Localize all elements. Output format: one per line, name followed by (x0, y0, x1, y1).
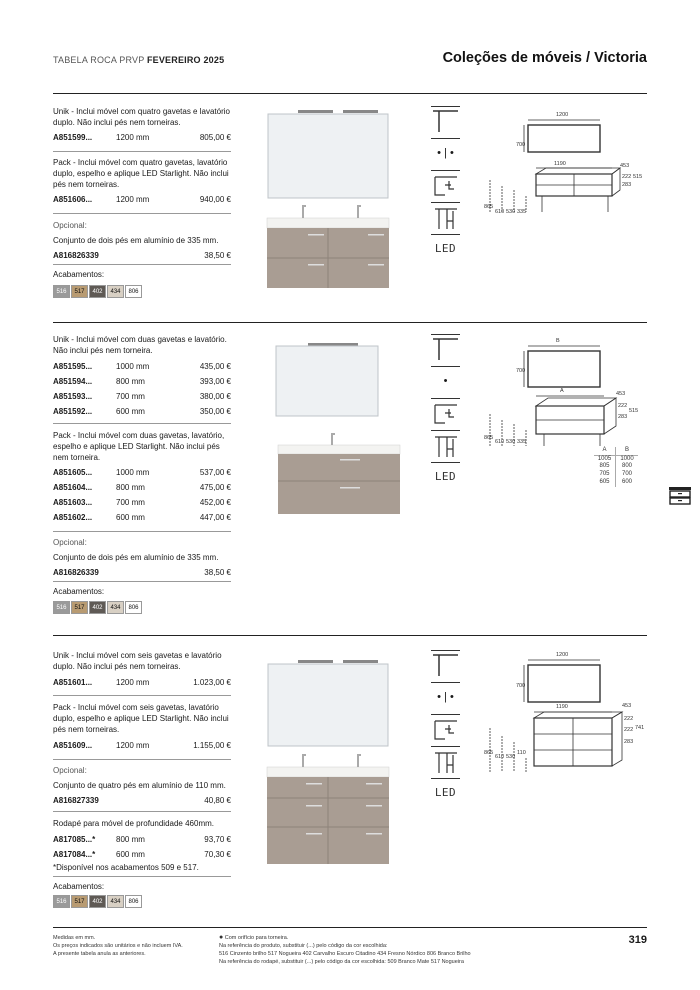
product-size: 1000 mm (116, 362, 150, 371)
cabinet (278, 454, 400, 514)
product-price: 475,00 € (199, 483, 231, 492)
dim-label: 335 (517, 209, 527, 215)
table-header-cell: A (594, 447, 616, 455)
product-size: 800 mm (116, 377, 145, 386)
dim-label: 865 (484, 750, 494, 756)
product-price: 380,00 € (199, 392, 231, 401)
table-cell: 800 (621, 463, 632, 469)
product-code: A851605... (53, 468, 93, 477)
legs-icon (431, 746, 460, 775)
price-row (53, 407, 231, 418)
dim-label: 530 (506, 754, 516, 760)
pack-description: Pack - Inclui móvel com quatro gavetas, lavatório duplo, espelho e aplique LED Starlight. Não inclui pés nem torneiras. (53, 158, 229, 189)
feature-icons (431, 334, 460, 494)
plinth-note: *Disponível nos acabamentos 509 e 517. (53, 863, 199, 872)
wall-hung-icon (431, 106, 460, 135)
product-code: A851592... (53, 407, 93, 416)
price-row (53, 568, 231, 579)
led-light (298, 660, 333, 663)
finish-swatch: 434 (107, 601, 124, 614)
table-cell: 805 (594, 463, 616, 471)
product-photo (268, 338, 408, 523)
price-row (53, 468, 231, 479)
finish-swatch: 806 (125, 601, 142, 614)
finish-swatch: 434 (107, 285, 124, 298)
table-cell: 600 (621, 479, 632, 485)
row-divider (53, 264, 231, 265)
footer-legend-line: Na referência do rodapé, substituir (...) pelo código da cor escolhida: 509 Branco Mate 517 Nogueira (219, 959, 464, 965)
tap-faucet-icon (431, 714, 460, 743)
footer-legend (219, 934, 579, 966)
dim-label: 453 (616, 391, 626, 397)
product-code: A816826339 (53, 568, 99, 577)
price-row (53, 251, 231, 262)
table-row (594, 455, 638, 463)
product-price: 350,00 € (199, 407, 231, 416)
dim-label: 865 (484, 435, 494, 441)
legs-icon (431, 202, 460, 231)
pack-description: Pack - Inclui móvel com seis gavetas, lavatório duplo, espelho e aplique LED Starlight. Não inclui pés nem torneiras. (53, 703, 229, 734)
product-price: 805,00 € (199, 133, 231, 142)
tap-holes-icon: • | • (431, 682, 460, 711)
page-number: 319 (628, 934, 647, 946)
product-code: A851593... (53, 392, 93, 401)
product-price: 537,00 € (199, 468, 231, 477)
product-price: 38,50 € (204, 251, 231, 260)
finish-swatch: 517 (71, 895, 88, 908)
mirror (276, 346, 378, 416)
tap-faucet-icon (431, 398, 460, 427)
finish-swatch: 806 (125, 285, 142, 298)
optional-description: Conjunto de dois pés em alumínio de 335 mm. (53, 553, 219, 562)
row-divider (53, 531, 231, 532)
row-divider (53, 811, 231, 812)
row-divider (53, 876, 231, 877)
washbasin (267, 218, 389, 228)
dim-label: 222 (618, 403, 628, 409)
dim-label: 700 (516, 142, 526, 148)
price-row (53, 678, 231, 689)
finish-swatch: 402 (89, 285, 106, 298)
dim-label: 610 (495, 754, 505, 760)
footer-note: Medidas em mm. (53, 935, 96, 941)
product-size: 600 mm (116, 850, 145, 859)
unik-description: Unik - Inclui móvel com quatro gavetas e lavatório duplo. Não inclui pés nem torneiras. (53, 107, 230, 127)
price-row (53, 796, 231, 807)
dim-label: B (556, 338, 560, 344)
optional-label: Opcional: (53, 538, 87, 547)
dim-label: 865 (484, 204, 494, 210)
mirror (268, 114, 388, 198)
dim-label: 515 (633, 174, 643, 180)
dim-label: 1200 (556, 112, 569, 118)
row-divider (53, 759, 231, 760)
unik-description: Unik - Inclui móvel com seis gavetas e lavatório duplo. Não inclui pés nem torneiras. (53, 651, 222, 671)
footer-legend-line: Na referência do produto, substituir (...) pelo código da cor escolhida: (219, 943, 388, 949)
table-cell: 605 (594, 479, 616, 487)
product-code: A851609... (53, 741, 93, 750)
product-size: 1200 mm (116, 741, 150, 750)
product-size: 1200 mm (116, 133, 150, 142)
drawing-divider (484, 322, 647, 323)
product-price: 435,00 € (199, 362, 231, 371)
optional-label: Opcional: (53, 221, 87, 230)
technical-drawing (484, 650, 644, 775)
dim-label: 110 (517, 750, 526, 756)
technical-drawing (484, 334, 644, 446)
product-size: 700 mm (116, 498, 145, 507)
table-row (594, 463, 638, 471)
washbasin (278, 445, 400, 454)
finish-swatches (53, 285, 142, 298)
finish-swatch: 517 (71, 601, 88, 614)
finish-swatch: 402 (89, 895, 106, 908)
footer-note: Os preços indicados são unitários e não incluem IVA. (53, 943, 183, 949)
dim-label: 530 (506, 439, 516, 445)
led-icon: LED (431, 778, 460, 807)
dim-label: 283 (624, 739, 634, 745)
price-row (53, 392, 231, 403)
finish-swatch: 806 (125, 895, 142, 908)
product-size: 1200 mm (116, 195, 150, 204)
product-size: 600 mm (116, 407, 145, 416)
bullet-icon: ● (219, 934, 224, 941)
drawing-divider (484, 93, 647, 94)
led-light (298, 110, 333, 113)
table-cell: 705 (594, 471, 616, 479)
table-cell: 1005 (594, 456, 616, 463)
table-header (594, 447, 638, 455)
product-price: 38,50 € (204, 568, 231, 577)
table-row (594, 479, 638, 487)
product-code: A851604... (53, 483, 93, 492)
finishes-label: Acabamentos: (53, 587, 105, 596)
finishes-label: Acabamentos: (53, 882, 105, 891)
product-code: A851601... (53, 678, 93, 687)
tap-faucet-icon (431, 170, 460, 199)
dimension-table (594, 447, 638, 487)
price-row (53, 513, 231, 524)
dim-label: 700 (516, 368, 526, 374)
finish-swatches (53, 601, 142, 614)
price-row (53, 483, 231, 494)
dim-label: 222 (624, 716, 634, 722)
dim-label: 610 (495, 439, 505, 445)
dim-label: 283 (618, 414, 628, 420)
wall-hung-icon (431, 650, 460, 679)
price-row (53, 377, 231, 388)
table-header-cell: B (624, 447, 629, 453)
product-price: 70,30 € (204, 850, 231, 859)
product-price: 393,00 € (199, 377, 231, 386)
footer-divider (53, 927, 647, 928)
product-photo (258, 652, 408, 872)
finish-swatches (53, 895, 142, 908)
row-divider (53, 213, 231, 214)
product-code: A851602... (53, 513, 93, 522)
washbasin (267, 767, 389, 777)
unik-description: Unik - Inclui móvel com duas gavetas e lavatório. Não inclui pés nem torneira. (53, 335, 227, 355)
row-divider (53, 151, 231, 152)
finish-swatch: 516 (53, 285, 70, 298)
dim-label: 222 (622, 174, 632, 180)
finish-swatch: 434 (107, 895, 124, 908)
tap-hole-text: Com orifício para torneira. (224, 935, 289, 941)
dim-label: 453 (622, 703, 632, 709)
product-price: 447,00 € (199, 513, 231, 522)
product-code: A851595... (53, 362, 93, 371)
product-code: A816827339 (53, 796, 99, 805)
wall-hung-icon (431, 334, 460, 363)
feature-icons (431, 106, 460, 266)
table-cell: 1000 (620, 456, 634, 462)
price-row (53, 835, 231, 846)
product-size: 700 mm (116, 392, 145, 401)
dim-label: 700 (516, 683, 526, 689)
dim-label: 610 (495, 209, 505, 215)
dim-label: 335 (517, 439, 527, 445)
optional-description: Conjunto de dois pés em alumínio de 335 mm. (53, 236, 219, 245)
product-size: 800 mm (116, 835, 145, 844)
tap-hole-note (219, 934, 579, 942)
table-row (594, 471, 638, 479)
product-code: A851594... (53, 377, 93, 386)
dim-label: 453 (620, 163, 630, 169)
product-size: 600 mm (116, 513, 145, 522)
finish-swatch: 402 (89, 601, 106, 614)
dim-label: 741 (635, 725, 644, 731)
product-size: 1200 mm (116, 678, 150, 687)
dim-label: 1190 (556, 704, 568, 710)
product-price: 1.155,00 € (193, 741, 231, 750)
feature-icons (431, 650, 460, 810)
dim-label: 1200 (556, 652, 569, 658)
dim-label: 1190 (554, 161, 566, 167)
product-code: A817084...* (53, 850, 96, 859)
plinth-description: Rodapé para móvel de profundidade 460mm. (53, 819, 214, 828)
dim-label: 222 (624, 727, 634, 733)
price-row (53, 362, 231, 373)
price-row (53, 133, 231, 144)
product-code: A817085...* (53, 835, 96, 844)
product-price: 40,80 € (204, 796, 231, 805)
finish-swatch: 516 (53, 895, 70, 908)
row-divider (53, 695, 231, 696)
product-code: A851606... (53, 195, 93, 204)
product-price: 940,00 € (199, 195, 231, 204)
product-price: 452,00 € (199, 498, 231, 507)
price-row (53, 850, 231, 861)
dim-label: A (560, 388, 564, 394)
footer-notes (53, 934, 213, 958)
table-cell: 700 (621, 471, 632, 477)
tap-holes-icon: • | • (431, 138, 460, 167)
legs-icon (431, 430, 460, 459)
led-icon: LED (431, 462, 460, 491)
dim-label: 515 (629, 408, 639, 414)
row-divider (53, 581, 231, 582)
page-title: Coleções de móveis / Victoria (442, 50, 647, 66)
dim-label: 283 (622, 182, 632, 188)
row-divider (53, 423, 231, 424)
product-price: 1.023,00 € (193, 678, 231, 687)
product-code: A851599... (53, 133, 93, 142)
mirror (268, 664, 388, 746)
technical-drawing (484, 108, 644, 226)
optional-label: Opcional: (53, 766, 87, 775)
product-code: A851603... (53, 498, 93, 507)
footer-legend-line: 516 Cinzento brilho 517 Nogueira 402 Carvalho Escuro Citadino 434 Fresno Nórdico 806 Branco Brilho (219, 951, 471, 957)
dim-label: 530 (506, 209, 516, 215)
header-prefix: TABELA ROCA PRVP (53, 55, 145, 65)
product-price: 93,70 € (204, 835, 231, 844)
tap-hole-icon: • (431, 366, 460, 395)
furniture-section-icon (669, 484, 691, 506)
pack-description: Pack - Inclui móvel com duas gavetas, lavatório, espelho e aplique LED Starlight. Não inclui pés nem torneira. (53, 431, 225, 462)
finish-swatch: 516 (53, 601, 70, 614)
product-code: A816826339 (53, 251, 99, 260)
price-row (53, 498, 231, 509)
header-date: FEVEREIRO 2025 (146, 55, 225, 65)
finish-swatch: 517 (71, 285, 88, 298)
optional-description: Conjunto de quatro pés em alumínio de 110 mm. (53, 781, 226, 790)
product-size: 1000 mm (116, 468, 150, 477)
product-size: 800 mm (116, 483, 145, 492)
finishes-label: Acabamentos: (53, 270, 105, 279)
footer-note: A presente tabela anula as anteriores. (53, 951, 146, 957)
price-row (53, 195, 231, 206)
price-row (53, 741, 231, 752)
drawing-divider (484, 635, 647, 636)
led-icon: LED (431, 234, 460, 263)
header-edition (53, 55, 224, 65)
product-photo (258, 103, 408, 303)
